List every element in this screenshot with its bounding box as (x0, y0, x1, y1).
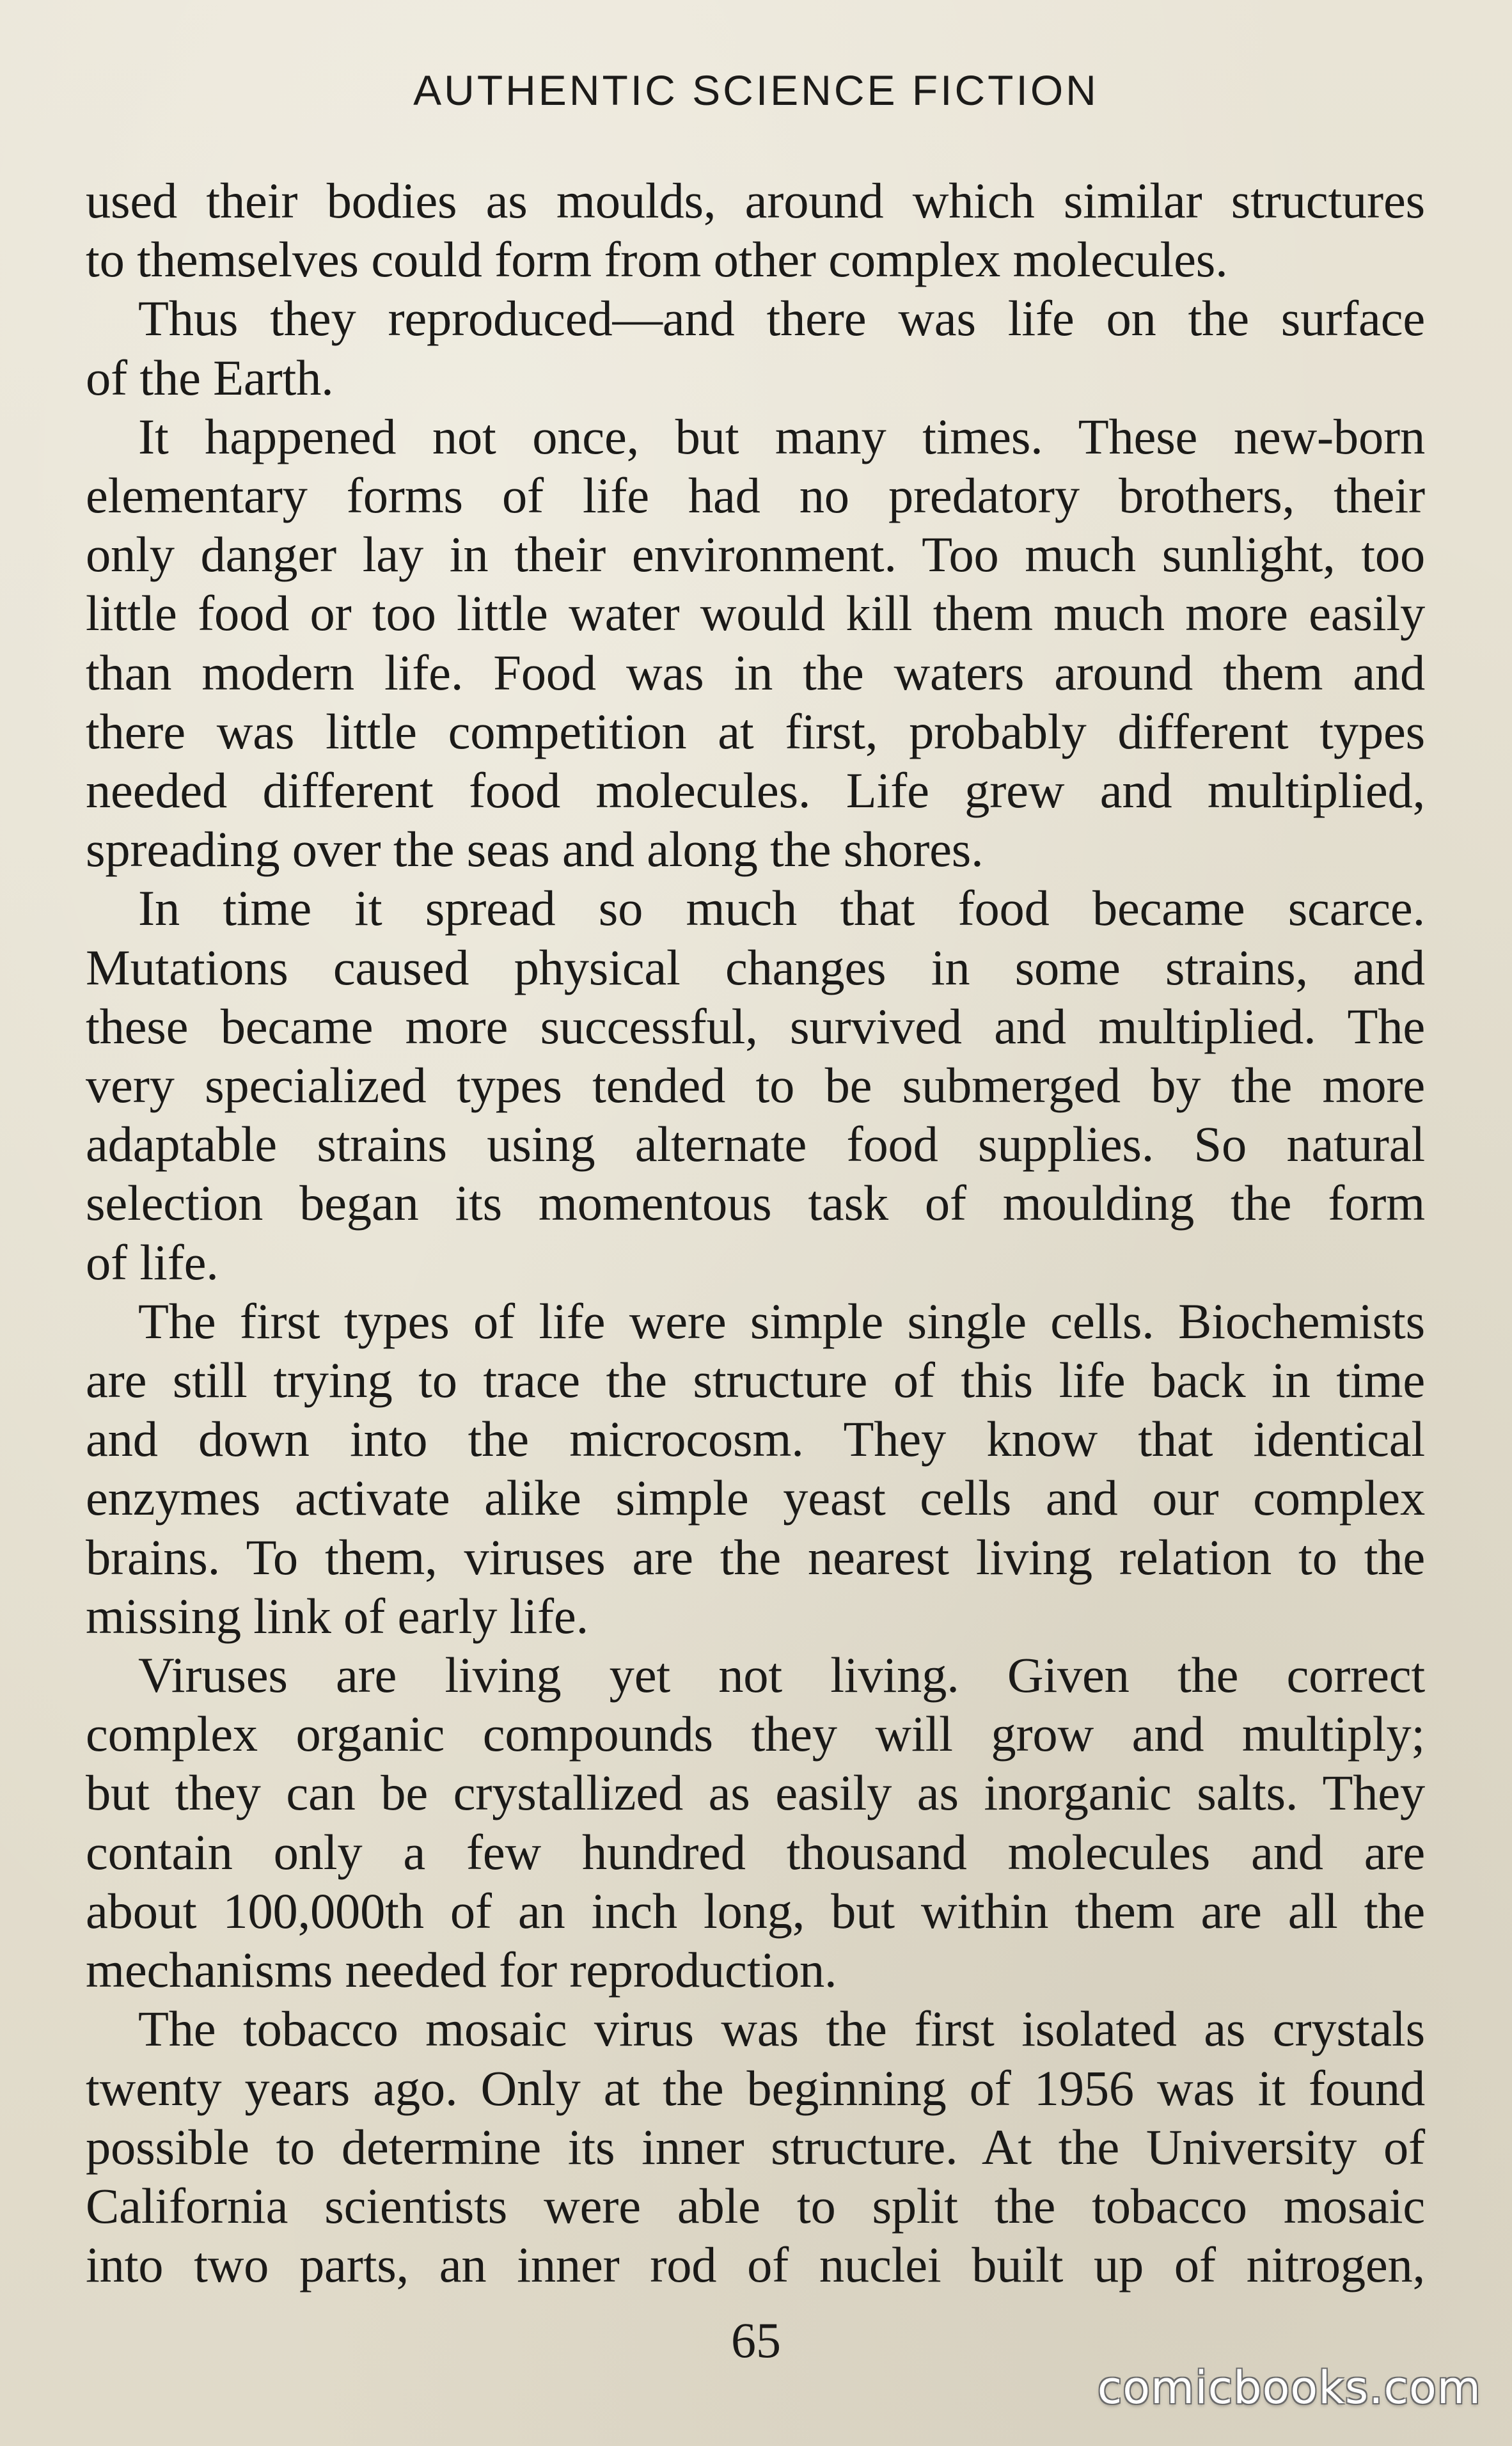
text-line: twenty years ago. Only at the beginning of 1956 was it found (86, 2060, 1425, 2116)
text-line: only danger lay in their environment. Too much sunlight, too (86, 526, 1425, 583)
text-line: and down into the microcosm. They know that identical (86, 1411, 1425, 1467)
paragraph (86, 879, 1425, 1291)
body-text (86, 171, 1425, 2294)
text-line: little food or too little water would kill them much more easily (86, 585, 1425, 642)
paragraph (86, 1292, 1425, 1646)
paragraph (86, 1646, 1425, 2000)
text-line: needed different food molecules. Life grew and multiplied, (86, 762, 1425, 819)
text-line: into two parts, an inner rod of nuclei built up of nitrogen, (86, 2237, 1425, 2293)
text-line: mechanisms needed for reproduction. (86, 1942, 837, 1998)
text-line: there was little competition at first, probably different types (86, 703, 1425, 759)
text-line: used their bodies as moulds, around which similar structures (86, 173, 1425, 228)
watermark: comicbooks.com (1097, 2362, 1481, 2414)
text-line: but they can be crystallized as easily as inorganic salts. They (86, 1765, 1425, 1821)
text-line: In time it spread so much that food became scarce. (138, 880, 1425, 936)
running-head: AUTHENTIC SCIENCE FICTION (413, 67, 1099, 114)
text-line: missing link of early life. (86, 1588, 589, 1644)
text-line: are still trying to trace the structure of this life back in time (86, 1352, 1425, 1408)
text-line: elementary forms of life had no predatory brothers, their (86, 468, 1425, 524)
text-line: contain only a few hundred thousand molecules and are (86, 1824, 1425, 1880)
page-number: 65 (731, 2312, 781, 2368)
text-line: The first types of life were simple single cells. Biochemists (138, 1293, 1425, 1349)
text-line: Viruses are living yet not living. Given the correct (138, 1647, 1425, 1703)
text-line: possible to determine its inner structure. At the University of (86, 2119, 1425, 2175)
paragraph (86, 171, 1425, 289)
paragraph (86, 289, 1425, 407)
text-line: complex organic compounds they will grow and multiply; (86, 1706, 1425, 1762)
text-line: brains. To them, viruses are the nearest living relation to the (86, 1529, 1425, 1585)
paragraph (86, 407, 1425, 880)
text-line: The tobacco mosaic virus was the first isolated as crystals (138, 2001, 1425, 2057)
text-line: spreading over the seas and along the shores. (86, 821, 984, 878)
text-line: Mutations caused physical changes in some strains, and (86, 939, 1425, 995)
text-line: than modern life. Food was in the waters around them and (86, 644, 1425, 700)
text-line: It happened not once, but many times. These new-born (138, 408, 1425, 464)
text-line: to themselves could form from other complex molecules. (86, 232, 1228, 288)
text-line: these became more successful, survived and multiplied. The (86, 998, 1425, 1054)
text-line: of the Earth. (86, 349, 334, 406)
text-line: adaptable strains using alternate food supplies. So natural (86, 1116, 1425, 1172)
text-line: very specialized types tended to be submerged by the more (86, 1057, 1425, 1114)
text-line: about 100,000th of an inch long, but within them are all the (86, 1882, 1425, 1939)
text-line: California scientists were able to split the tobacco mosaic (86, 2177, 1425, 2234)
text-line: enzymes activate alike simple yeast cells and our complex (86, 1470, 1425, 1526)
text-line: of life. (86, 1234, 219, 1290)
paragraph (86, 2000, 1425, 2294)
text-line: Thus they reproduced—and there was life on the surface (138, 290, 1425, 347)
text-line: selection began its momentous task of moulding the form (86, 1175, 1425, 1231)
